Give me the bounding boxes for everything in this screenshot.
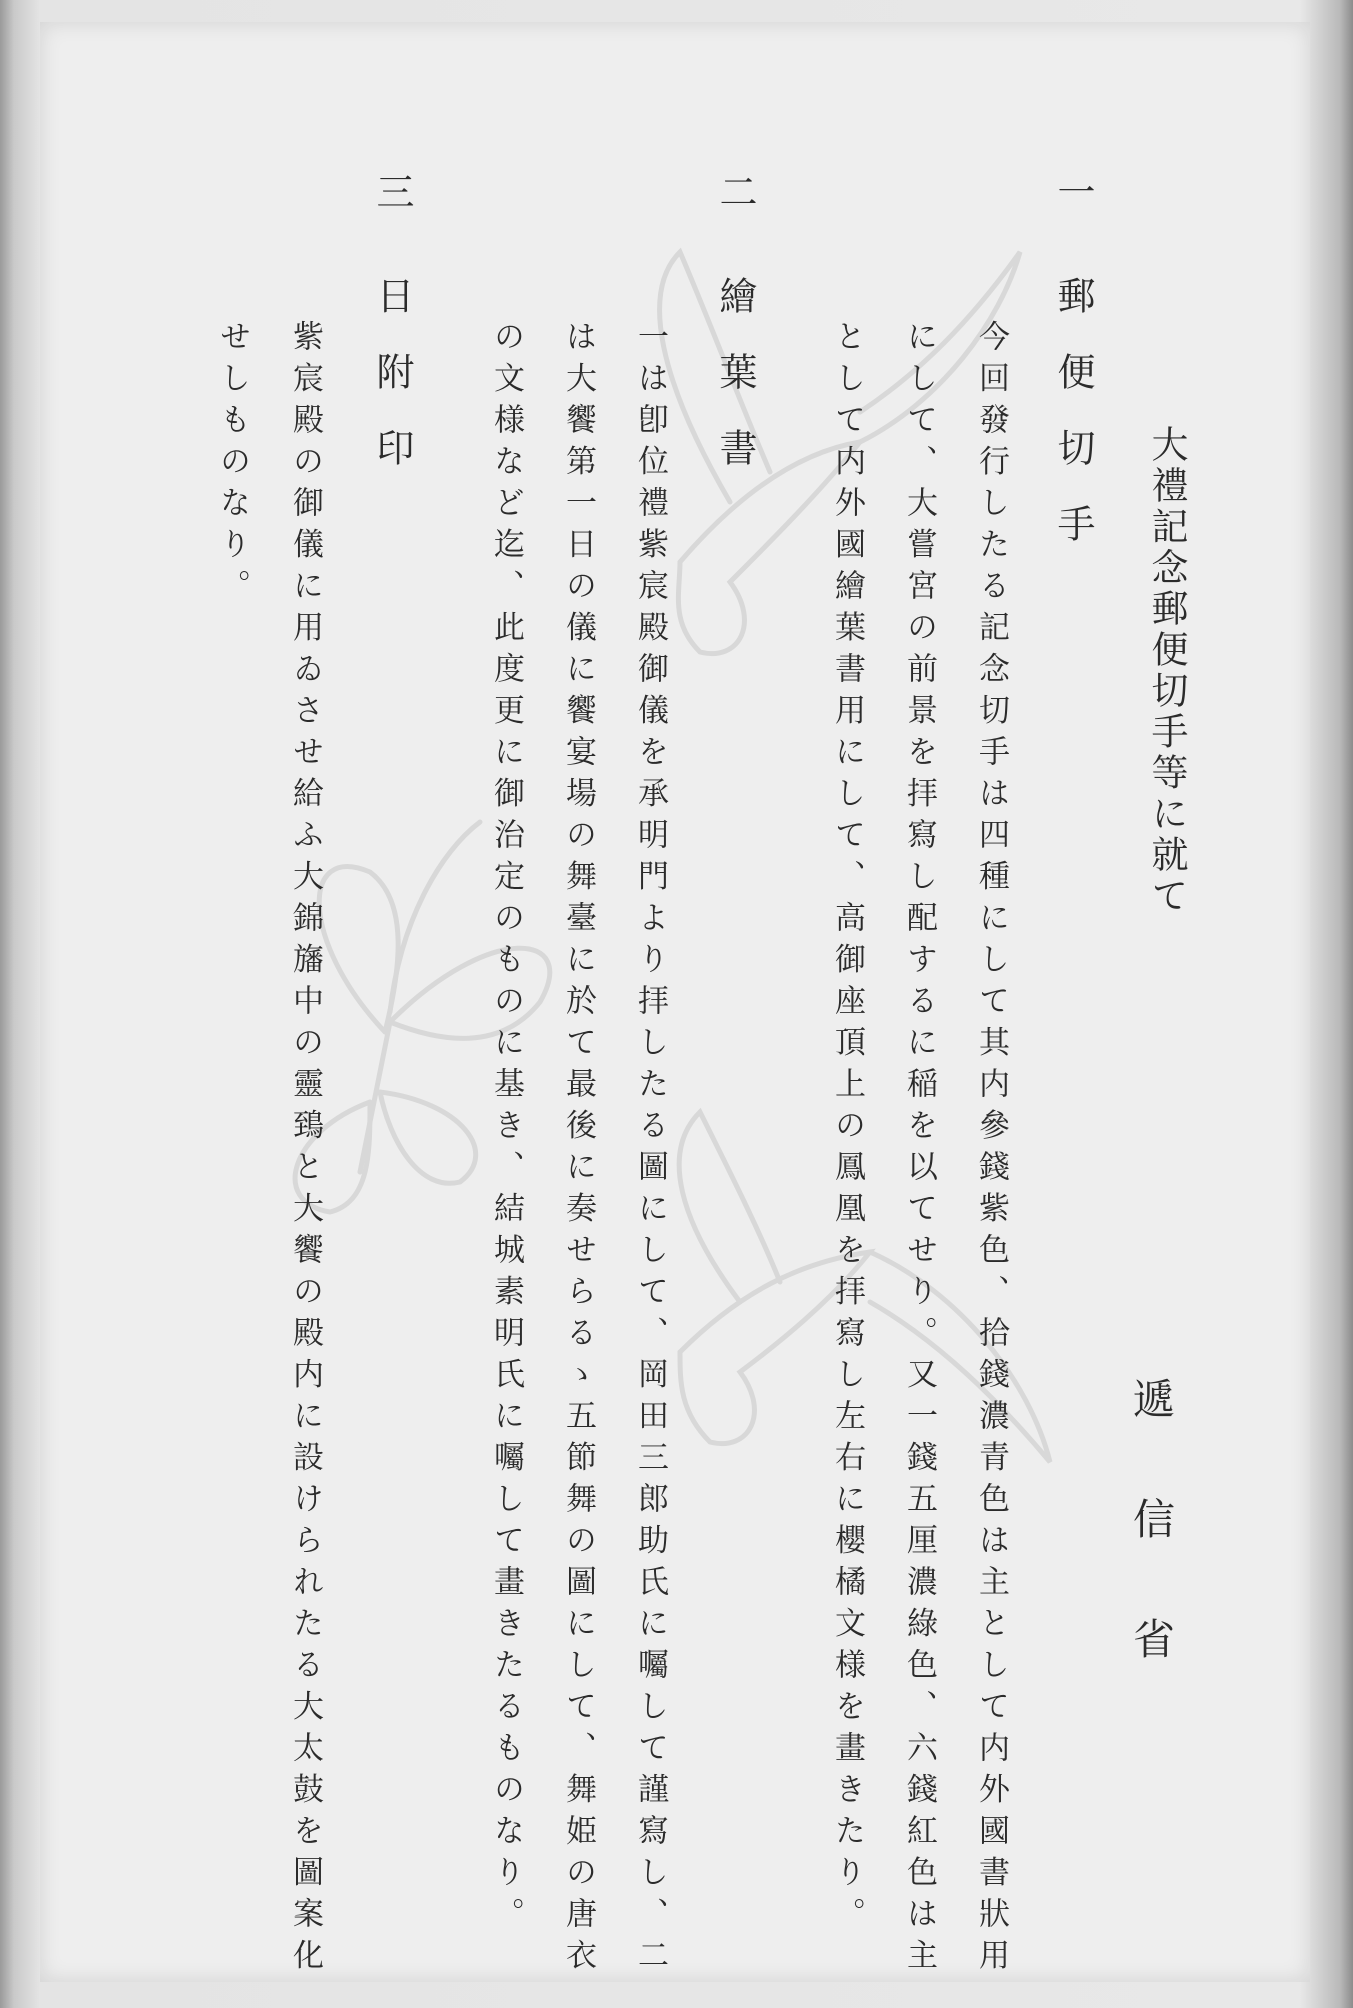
document-title: 大禮記念郵便切手等に就て: [1145, 425, 1188, 917]
section-1-line-1: 今回發行したる記念切手は四種にして其内參錢紫色、拾錢濃青色は主として内外國書狀用: [973, 320, 1009, 1980]
section-1-line-3: として内外國繪葉書用にして、高御座頂上の鳳凰を拝寫し左右に櫻橘文様を畫きたり。: [829, 320, 865, 1939]
issuer-name: 遞信省: [1127, 1377, 1176, 1737]
section-3-number: 三: [370, 172, 414, 248]
butterfly-body: [360, 1022, 390, 1172]
section-1-title: 郵便切手: [1051, 276, 1095, 580]
bird-and-butterfly-watermark: [40, 22, 1310, 1982]
butterfly-wing-right-upper: [390, 948, 550, 1038]
section-3-heading: [370, 172, 414, 504]
butterfly-wing-left-upper: [319, 867, 398, 1032]
section-1-line-2: にして、大嘗宮の前景を拝寫し配するに稲を以てせり。又一錢五厘濃綠色、六錢紅色は主: [901, 320, 937, 1980]
postcard: [40, 22, 1310, 1982]
section-2-line-1: 一は卽位禮紫宸殿御儀を承明門より拝したる圖にして、岡田三郎助氏に囑して謹寫し、二: [632, 320, 668, 1980]
swallow-lower-tail: [870, 1252, 1050, 1462]
butterfly-wing-right-lower: [380, 1092, 476, 1183]
section-3-line-2: せしものなり。: [214, 320, 250, 611]
section-1-number: 一: [1051, 172, 1095, 248]
swallow-lower-wing: [679, 1112, 780, 1302]
section-2-heading: [713, 172, 757, 504]
section-2-title: 繪葉書: [713, 276, 757, 504]
section-3-line-1: 紫宸殿の御儀に用ゐさせ給ふ大錦旛中の靈鵄と大饗の殿内に設けられたる大太鼓を圖案化: [287, 320, 323, 1980]
section-2-line-2: は大饗第一日の儀に饗宴場の舞臺に於て最後に奏せらるゝ五節舞の圖にして、舞姫の唐衣: [560, 320, 596, 1980]
section-1-heading: [1051, 172, 1095, 580]
section-2-line-3: の文様など迄、此度更に御治定のものに基き、結城素明氏に囑して畫きたるものなり。: [488, 320, 524, 1939]
section-3-title: 日附印: [370, 276, 414, 504]
section-2-number: 二: [713, 172, 757, 248]
